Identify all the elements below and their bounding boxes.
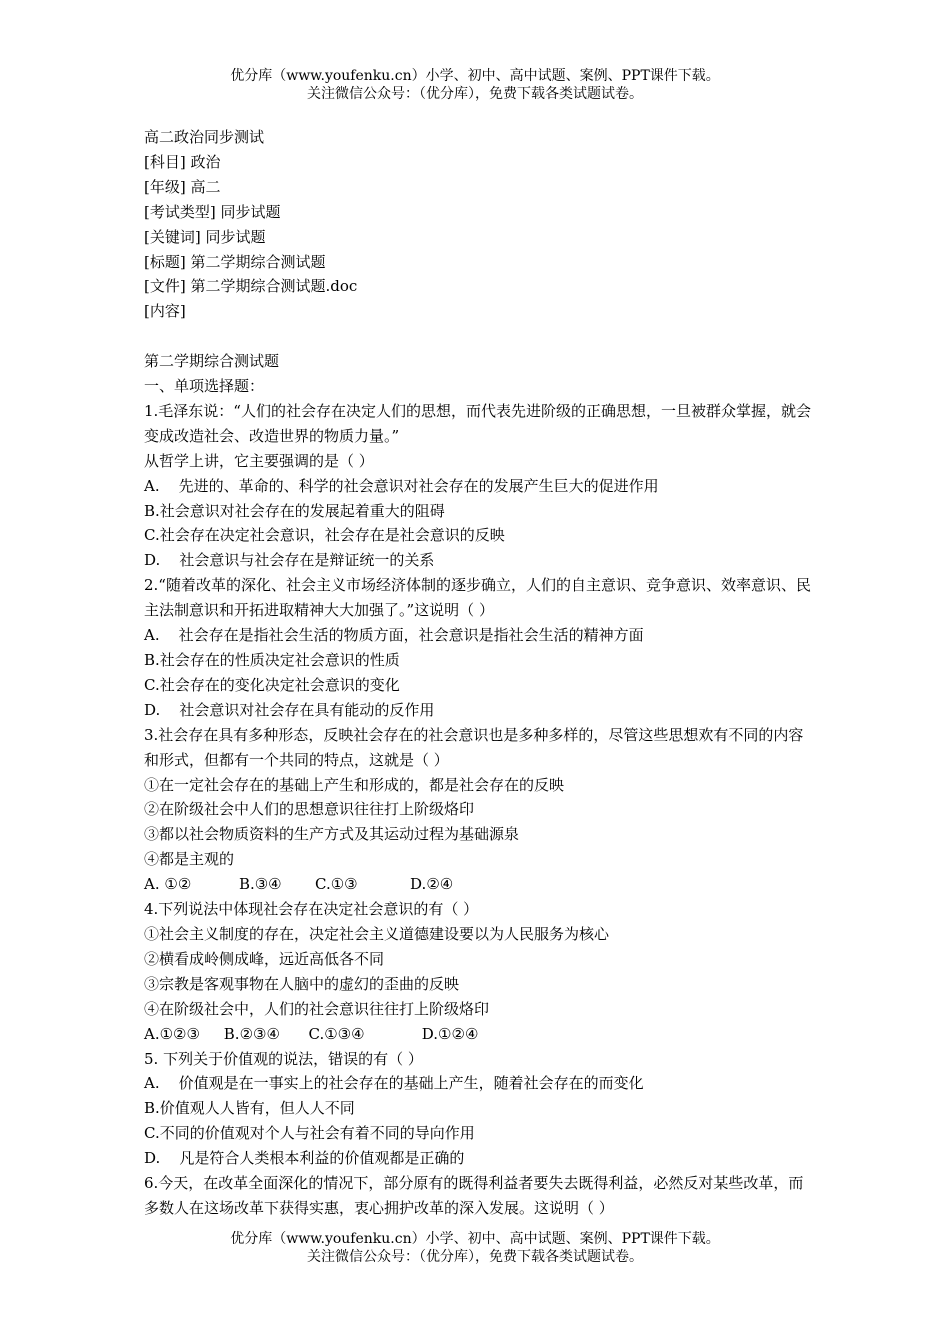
question-4-item-2: ②横看成岭侧成峰，远近高低各不同 — [144, 949, 385, 968]
question-3-item-4: ④都是主观的 — [144, 850, 235, 869]
footer-line-2: 关注微信公众号：（优分库），免费下载各类试题试卷。 — [307, 1249, 643, 1265]
question-5-stem: 5. 下列关于价值观的说法，错误的有（ ） — [144, 1049, 423, 1068]
question-2-option-c: C.社会存在的变化决定社会意识的变化 — [144, 675, 400, 694]
question-4-item-1: ①社会主义制度的存在，决定社会主义道德建设要以为人民服务为核心 — [144, 924, 610, 943]
question-1-option-b: B.社会意识对社会存在的发展起着重大的阻碍 — [144, 501, 445, 520]
question-2-option-b: B.社会存在的性质决定社会意识的性质 — [144, 651, 400, 670]
document-body — [144, 125, 816, 1221]
meta-keywords: [关键词] 同步试题 — [144, 227, 266, 246]
question-4-item-3: ③宗教是客观事物在人脑中的虚幻的歪曲的反映 — [144, 974, 460, 993]
question-4-item-4: ④在阶级社会中，人们的社会意识往往打上阶级烙印 — [144, 999, 490, 1018]
doc-meta-title: 高二政治同步测试 — [144, 128, 265, 146]
question-5-option-a: A. 价值观是在一事实上的社会存在的基础上产生，随着社会存在的而变化 — [144, 1074, 644, 1093]
question-2-option-d: D. 社会意识对社会存在具有能动的反作用 — [144, 700, 435, 719]
question-3-item-2: ②在阶级社会中人们的思想意识往往打上阶级烙印 — [144, 800, 475, 819]
question-1-option-c: C.社会存在决定社会意识，社会存在是社会意识的反映 — [144, 526, 505, 545]
page-footer — [0, 1230, 950, 1266]
question-4-choices: A.①②③ B.②③④ C.①③④ D.①②④ — [144, 1024, 479, 1043]
question-6-stem: 6.今天，在改革全面深化的情况下，部分原有的既得利益者要失去既得利益，必然反对某些改革，而多数人在这场改革下获得实惠，衷心拥护改革的深入发展。这说明（ ） — [144, 1174, 804, 1217]
question-2-stem: 2.“随着改革的深化、社会主义市场经济体制的逐步确立，人们的自主意识、竞争意识、效率意识、民主法制意识和开拓进取精神大大加强了。”这说明（ ） — [144, 576, 811, 620]
question-2-option-a: A. 社会存在是指社会生活的物质方面，社会意识是指社会生活的精神方面 — [144, 626, 644, 645]
header-line-2: 关注微信公众号：（优分库），免费下载各类试题试卷。 — [307, 86, 643, 102]
meta-heading: [标题] 第二学期综合测试题 — [144, 252, 326, 271]
question-3-item-1: ①在一定社会存在的基础上产生和形成的，都是社会存在的反映 — [144, 775, 565, 794]
question-3-item-3: ③都以社会物质资料的生产方式及其运动过程为基础源泉 — [144, 825, 520, 844]
question-1-stem: 1.毛泽东说：“人们的社会存在决定人们的思想，而代表先进阶级的正确思想，一旦被群众掌握，就会变成改造社会、改造世界的物质力量。” — [144, 401, 811, 445]
document-title: 第二学期综合测试题 — [144, 352, 280, 371]
blank-line — [144, 324, 816, 349]
question-5-option-d: D. 凡是符合人类根本利益的价值观都是正确的 — [144, 1149, 465, 1168]
header-line-1: 优分库（www.youfenku.cn）小学、初中、高中试题、案例、PPT课件下载。 — [230, 68, 720, 84]
question-1-sub: 从哲学上讲，它主要强调的是（ ） — [144, 451, 374, 470]
page-header — [0, 67, 950, 103]
meta-subject: [科目] 政治 — [144, 152, 221, 171]
question-3-choices: A. ①② B.③④ C.①③ D.②④ — [144, 875, 454, 894]
meta-content: [内容] — [144, 302, 186, 321]
question-1-option-d: D. 社会意识与社会存在是辩证统一的关系 — [144, 551, 435, 570]
question-5-option-c: C.不同的价值观对个人与社会有着不同的导向作用 — [144, 1124, 475, 1143]
question-5-option-b: B.价值观人人皆有，但人人不同 — [144, 1099, 355, 1118]
question-4-stem: 4.下列说法中体现社会存在决定社会意识的有（ ） — [144, 900, 479, 919]
meta-grade: [年级] 高二 — [144, 177, 221, 196]
meta-exam-type: [考试类型] 同步试题 — [144, 202, 281, 221]
question-3-stem: 3.社会存在具有多种形态，反映社会存在的社会意识也是多种多样的，尽管这些思想欢有不同的内容和形式，但都有一个共同的特点，这就是（ ） — [144, 725, 804, 769]
section-heading: 一、单项选择题： — [144, 377, 265, 396]
question-1-option-a: A. 先进的、革命的、科学的社会意识对社会存在的发展产生巨大的促进作用 — [144, 476, 659, 495]
footer-line-1: 优分库（www.youfenku.cn）小学、初中、高中试题、案例、PPT课件下载。 — [230, 1231, 720, 1247]
meta-file: [文件] 第二学期综合测试题.doc — [144, 277, 358, 296]
